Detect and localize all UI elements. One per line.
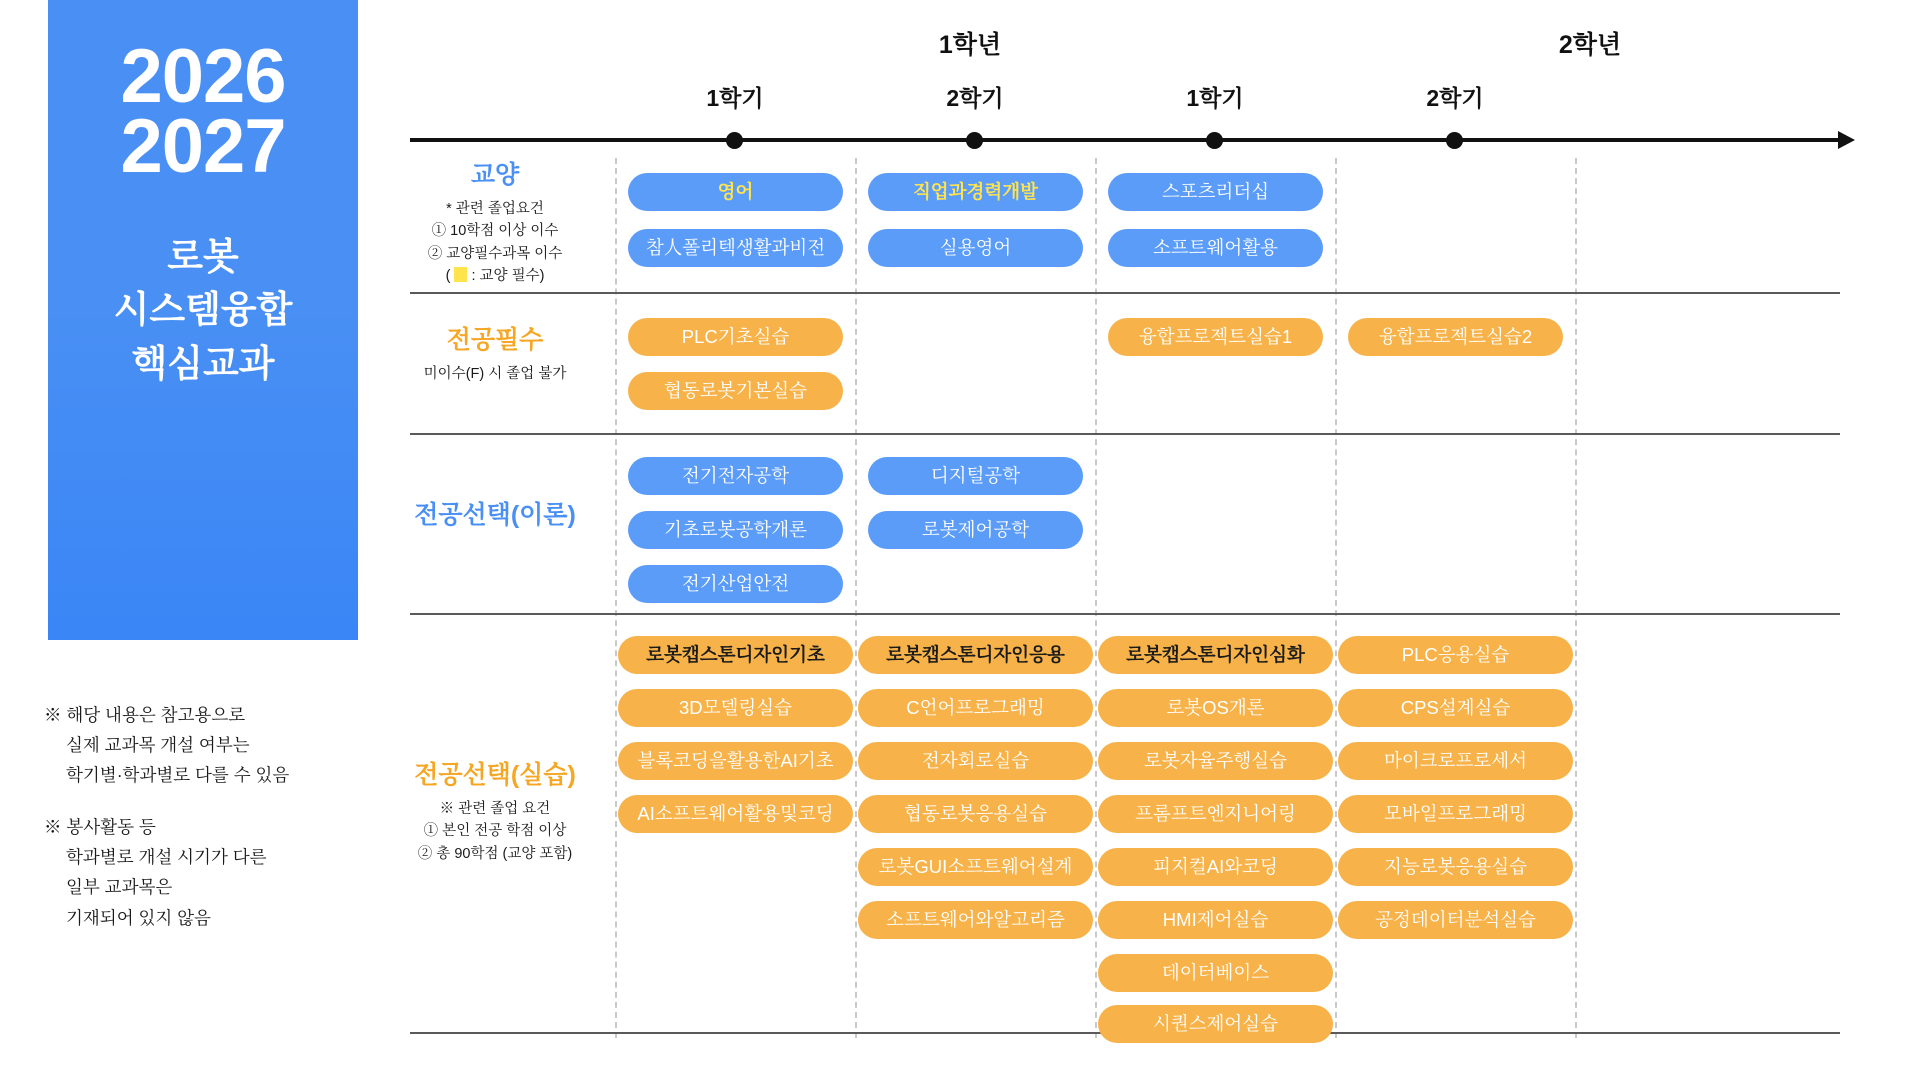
year-bottom: 2027: [120, 103, 286, 189]
year-block: [48, 0, 358, 189]
course-pill[interactable]: 전기전자공학: [628, 457, 843, 495]
course-pill[interactable]: 전자회로실습: [858, 742, 1093, 780]
course-pill[interactable]: 디지털공학: [868, 457, 1083, 495]
row-label-major-required: [380, 325, 610, 385]
course-pill[interactable]: 모바일프로그래밍: [1338, 795, 1573, 833]
yellow-swatch-icon: [454, 267, 467, 282]
department-line-2: 시스템융합: [113, 289, 293, 331]
course-pill[interactable]: 스포츠리더십: [1108, 173, 1323, 211]
course-pill[interactable]: 소프트웨어활용: [1108, 229, 1323, 267]
timeline-axis: [410, 138, 1840, 142]
column-separator: [1335, 158, 1337, 1038]
course-pill[interactable]: C언어프로그래밍: [858, 689, 1093, 727]
row-subtext-legend: [380, 265, 610, 287]
row-subtext: [380, 363, 610, 385]
row-title: 전공필수: [446, 326, 544, 354]
footnote-line: 실제 교과목 개설 여부는: [66, 735, 250, 756]
footnote-line: ※ 봉사활동 등: [44, 817, 156, 838]
course-pill[interactable]: 전기산업안전: [628, 565, 843, 603]
legend-prefix: (: [445, 268, 455, 285]
row-label-general-ed: [380, 160, 610, 288]
course-pill[interactable]: 영어: [628, 173, 843, 211]
semester-header-3: 1학기: [1186, 85, 1244, 111]
row-subtext-line: ① 본인 전공 학점 이상: [423, 823, 567, 840]
footnote-line: ※ 해당 내용은 참고용으로: [44, 705, 246, 725]
semester-header-4: 2학기: [1426, 85, 1484, 111]
course-pill[interactable]: 로봇캡스톤디자인기초: [618, 636, 853, 674]
row-title: 교양: [470, 161, 520, 189]
row-title: 전공선택(이론): [414, 501, 576, 529]
course-pill[interactable]: 로봇GUI소프트웨어설계: [858, 848, 1093, 886]
course-pill[interactable]: 기초로봇공학개론: [628, 511, 843, 549]
course-pill[interactable]: 로봇자율주행실습: [1098, 742, 1333, 780]
course-pill[interactable]: 융합프로젝트실습2: [1348, 318, 1563, 356]
course-pill[interactable]: 로봇제어공학: [868, 511, 1083, 549]
course-pill[interactable]: 마이크로프로세서: [1338, 742, 1573, 780]
course-pill[interactable]: 로봇OS개론: [1098, 689, 1333, 727]
course-pill[interactable]: 3D모델링실습: [618, 689, 853, 727]
row-subtext-line: * 관련 졸업요건: [446, 201, 544, 217]
course-pill[interactable]: 협동로봇응용실습: [858, 795, 1093, 833]
course-pill[interactable]: 데이터베이스: [1098, 954, 1333, 992]
footnote-group-1: [44, 700, 384, 790]
course-pill[interactable]: 참人폴리텍생활과비전: [628, 229, 843, 267]
year-header-1: 1학년: [938, 31, 1002, 59]
timeline-chart: [410, 0, 1920, 1080]
semester-header-1: 1학기: [706, 85, 764, 111]
axis-dot-3: [1206, 132, 1223, 149]
course-pill[interactable]: 블록코딩을활용한AI기초: [618, 742, 853, 780]
axis-dot-4: [1446, 132, 1463, 149]
footnote-line: 학기별·학과별로 다를 수 있음: [66, 765, 290, 786]
row-subtext-line: ② 총 90학점 (교양 포함): [417, 845, 573, 862]
course-pill[interactable]: 소프트웨어와알고리즘: [858, 901, 1093, 939]
course-pill[interactable]: 로봇캡스톤디자인심화: [1098, 636, 1333, 674]
column-separator: [1095, 158, 1097, 1038]
semester-header-2: 2학기: [946, 85, 1004, 111]
year-header-2: 2학년: [1558, 31, 1622, 59]
column-separator: [615, 158, 617, 1038]
course-pill[interactable]: 피지컬AI와코딩: [1098, 848, 1333, 886]
row-separator: [410, 613, 1840, 615]
column-separator: [1575, 158, 1577, 1038]
department-title: [48, 230, 358, 391]
course-pill[interactable]: 융합프로젝트실습1: [1108, 318, 1323, 356]
row-separator: [410, 433, 1840, 435]
row-subtext-line: 미이수(F) 시 졸업 불가: [423, 366, 567, 382]
course-pill[interactable]: 협동로봇기본실습: [628, 372, 843, 410]
row-label-major-elective-practice: [380, 760, 610, 865]
course-pill[interactable]: AI소프트웨어활용및코딩: [618, 795, 853, 833]
row-subtext-line: ※ 관련 졸업 요건: [439, 801, 551, 817]
row-subtext: [380, 798, 610, 865]
axis-dot-2: [966, 132, 983, 149]
row-label-major-elective-theory: [380, 500, 610, 530]
row-subtext: [380, 198, 610, 288]
footnote-line: 학과별로 개설 시기가 다른: [66, 847, 267, 868]
course-pill[interactable]: 지능로봇응용실습: [1338, 848, 1573, 886]
column-separator: [855, 158, 857, 1038]
course-pill[interactable]: 직업과경력개발: [868, 173, 1083, 211]
timeline-arrow-icon: [1838, 131, 1855, 149]
course-pill[interactable]: PLC기초실습: [628, 318, 843, 356]
course-pill[interactable]: PLC응용실습: [1338, 636, 1573, 674]
course-pill[interactable]: 프롬프트엔지니어링: [1098, 795, 1333, 833]
course-pill[interactable]: 공정데이터분석실습: [1338, 901, 1573, 939]
department-line-3: 핵심교과: [131, 343, 275, 385]
course-pill[interactable]: HMI제어실습: [1098, 901, 1333, 939]
left-panel: [48, 0, 358, 640]
course-pill[interactable]: 시퀀스제어실습: [1098, 1005, 1333, 1043]
row-separator: [410, 292, 1840, 294]
row-title: 전공선택(실습): [414, 761, 576, 789]
footnote-line: 일부 교과목은: [66, 877, 173, 898]
row-subtext-line: ② 교양필수과목 이수: [427, 245, 563, 262]
course-pill[interactable]: CPS설계실습: [1338, 689, 1573, 727]
footnote-line: 기재되어 있지 않음: [66, 907, 211, 928]
department-line-1: 로봇: [167, 235, 239, 277]
course-pill[interactable]: 실용영어: [868, 229, 1083, 267]
axis-dot-1: [726, 132, 743, 149]
year-top: 2026: [120, 34, 286, 119]
row-subtext-line: ① 10학점 이상 이수: [431, 223, 559, 240]
course-pill[interactable]: 로봇캡스톤디자인응용: [858, 636, 1093, 674]
footnote-group-2: [44, 812, 384, 932]
footnotes: [44, 700, 384, 955]
legend-suffix: : 교양 필수): [467, 268, 545, 285]
